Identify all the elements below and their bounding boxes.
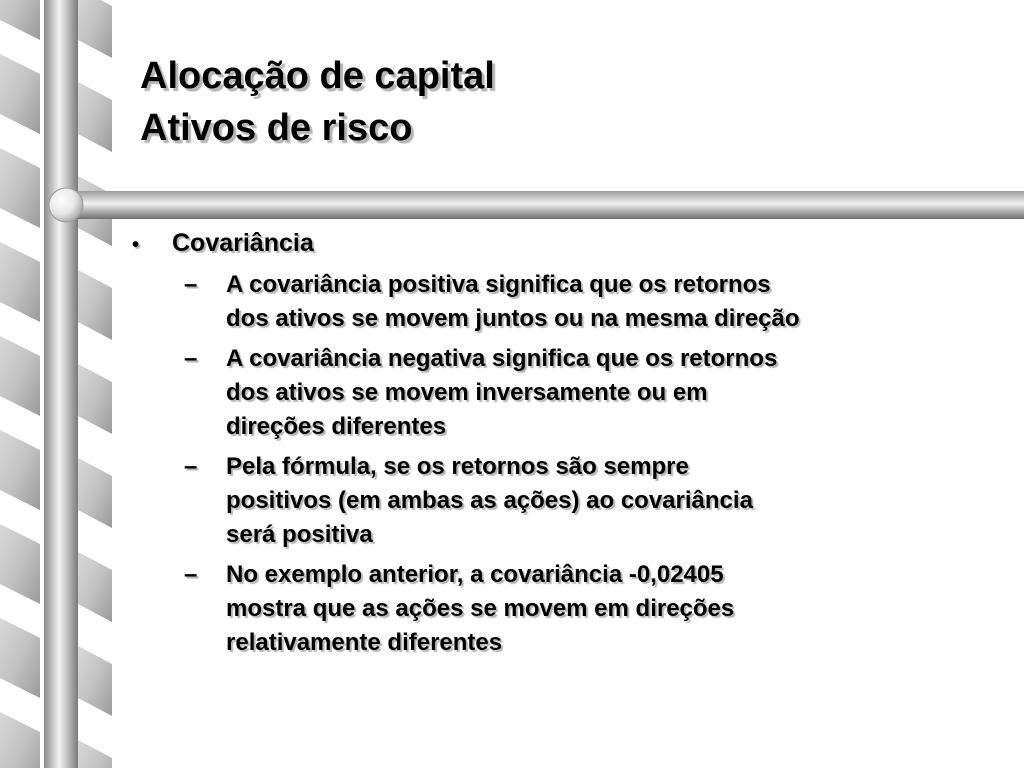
text-line: Pela fórmula, se os retornos são sempre <box>226 453 689 480</box>
text-line: positivos (em ambas as ações) ao covariância <box>226 487 753 514</box>
text-line: dos ativos se movem inversamente ou em <box>226 379 708 406</box>
horizontal-rail <box>60 191 1024 219</box>
vertical-pole <box>44 0 78 768</box>
slide-body <box>128 226 1008 666</box>
sub-bullet-item <box>128 268 1008 336</box>
dash-marker: – <box>184 453 198 480</box>
title-line-2: Ativos de risco <box>140 107 413 149</box>
sub-bullet-item <box>128 558 1008 660</box>
text-line: No exemplo anterior, a covariância -0,02405 <box>226 561 724 588</box>
sub-bullet-text <box>226 342 1008 444</box>
text-line: dos ativos se movem juntos ou na mesma direção <box>226 305 800 332</box>
rail-knob <box>49 188 83 222</box>
dash-marker: – <box>184 345 198 372</box>
text-line: A covariância positiva significa que os retornos <box>226 271 771 298</box>
bullet-item <box>128 226 1008 262</box>
title-line-1: Alocação de capital <box>140 55 495 97</box>
text-line: relativamente diferentes <box>226 629 503 656</box>
text-line: A covariância negativa significa que os retornos <box>226 345 778 372</box>
sub-bullet-text <box>226 558 1008 660</box>
slide-title <box>140 50 495 154</box>
text-line: direções diferentes <box>226 413 447 440</box>
text-line: será positiva <box>226 521 373 548</box>
bullet-text: Covariância <box>172 229 314 257</box>
dash-marker: – <box>184 271 198 298</box>
sub-bullet-item <box>128 450 1008 552</box>
sub-bullet-text <box>226 450 1008 552</box>
sub-bullet-item <box>128 342 1008 444</box>
dash-marker: – <box>184 561 198 588</box>
sub-bullet-text <box>226 268 1008 336</box>
bullet-marker: • <box>132 234 140 256</box>
text-line: mostra que as ações se movem em direções <box>226 595 735 622</box>
sub-bullet-list <box>128 268 1008 660</box>
